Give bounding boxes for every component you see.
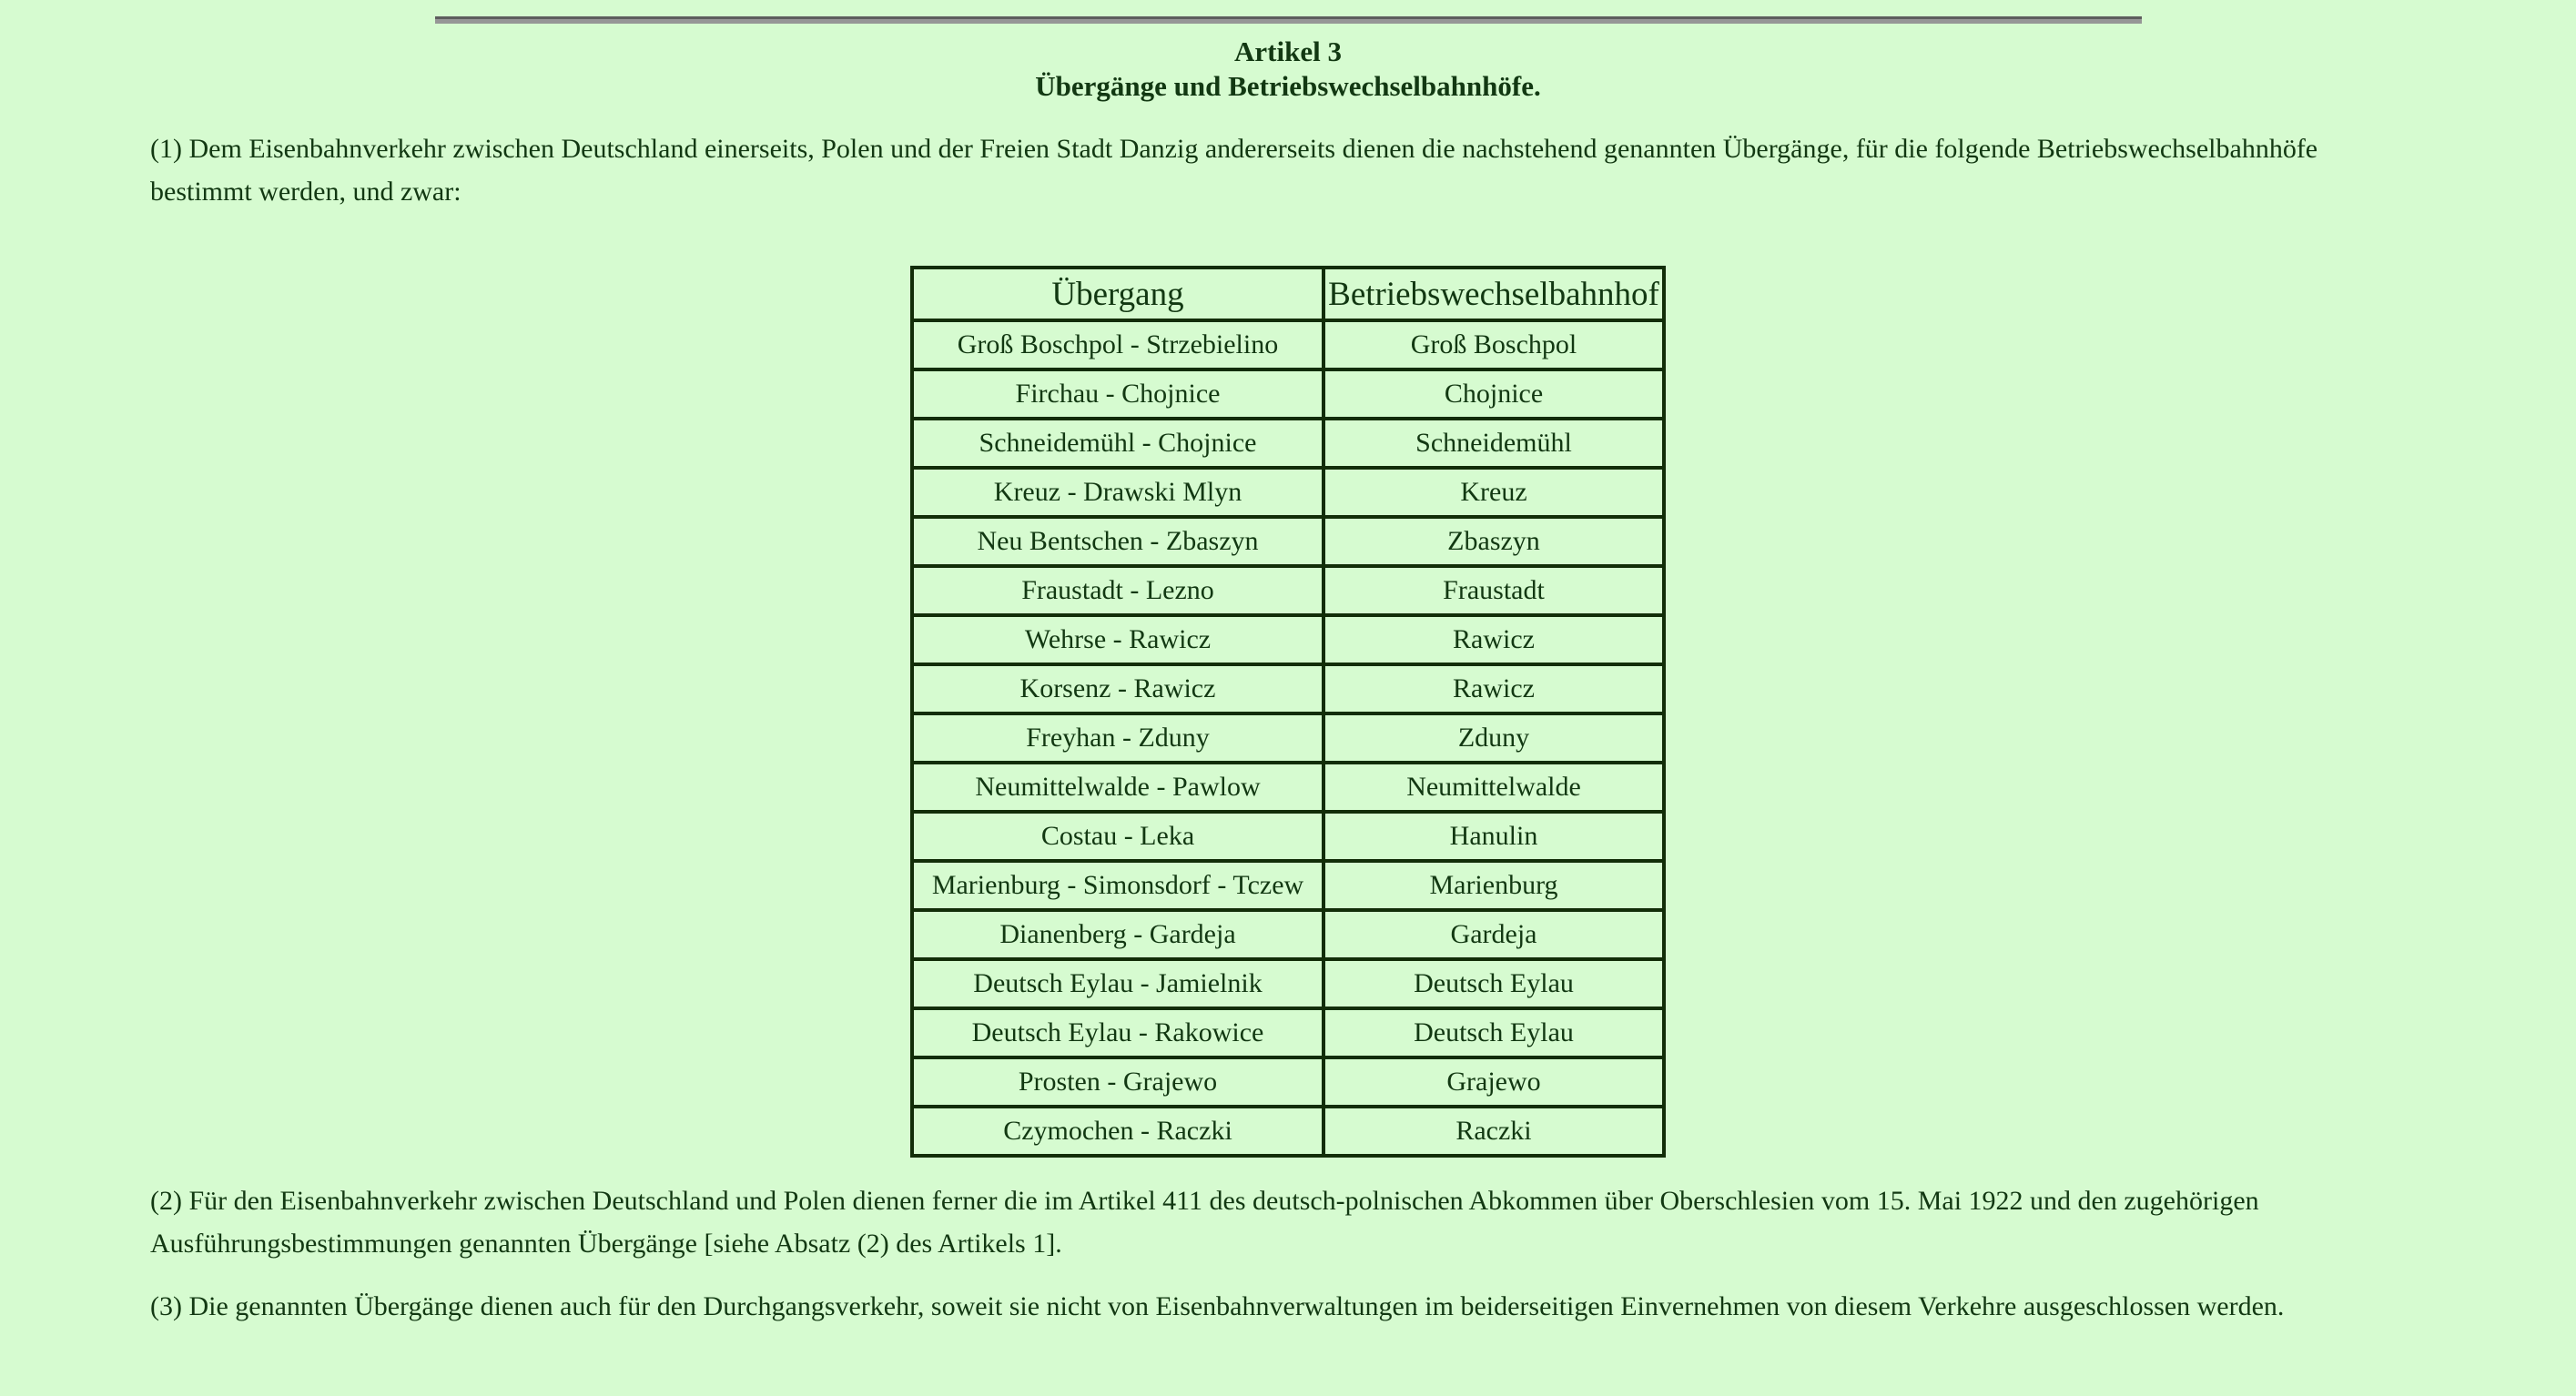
- uebergang-cell: Czymochen - Raczki: [912, 1107, 1323, 1156]
- betriebswechselbahnhof-cell: Rawicz: [1323, 615, 1664, 664]
- betriebswechselbahnhof-cell: Groß Boschpol: [1323, 320, 1664, 369]
- uebergang-cell: Prosten - Grajewo: [912, 1057, 1323, 1107]
- table-row: [912, 959, 1664, 1008]
- page-content: [0, 16, 2576, 1328]
- table-row: [912, 1057, 1664, 1107]
- table-row: [912, 812, 1664, 861]
- betriebswechselbahnhof-cell: Hanulin: [1323, 812, 1664, 861]
- table-row: [912, 1008, 1664, 1057]
- uebergang-cell: Kreuz - Drawski Mlyn: [912, 468, 1323, 517]
- table-row: [912, 1107, 1664, 1156]
- uebergang-cell: Marienburg - Simonsdorf - Tczew: [912, 861, 1323, 910]
- uebergang-cell: Korsenz - Rawicz: [912, 664, 1323, 713]
- uebergang-cell: Costau - Leka: [912, 812, 1323, 861]
- uebergang-cell: Fraustadt - Lezno: [912, 566, 1323, 615]
- paragraph-2: (2) Für den Eisenbahnverkehr zwischen Deutschland und Polen dienen ferner die im Artikel 411 des deutsch-polnischen Abkommen über Oberschlesien vom 15. Mai 1922 und den zugehörigen Ausführungsbestimmungen genannten Übergänge [siehe Absatz (2) des Artikels 1].: [150, 1186, 2259, 1259]
- uebergang-cell: Wehrse - Rawicz: [912, 615, 1323, 664]
- top-horizontal-rule: [435, 16, 2142, 24]
- paragraph-3: (3) Die genannten Übergänge dienen auch für den Durchgangsverkehr, soweit sie nicht von Eisenbahnverwaltungen im beiderseitigen Einvernehmen von diesem Verkehre ausgeschlossen werden.: [150, 1291, 2285, 1321]
- table-row: [912, 369, 1664, 419]
- article-subtitle: Übergänge und Betriebswechselbahnhöfe.: [1035, 70, 1541, 102]
- document-page: [0, 16, 2576, 1396]
- betriebswechselbahnhof-cell: Neumittelwalde: [1323, 763, 1664, 812]
- table-row: [912, 763, 1664, 812]
- betriebswechselbahnhof-cell: Gardeja: [1323, 910, 1664, 959]
- betriebswechselbahnhof-cell: Rawicz: [1323, 664, 1664, 713]
- table-body: [912, 320, 1664, 1156]
- article-heading: [150, 35, 2426, 104]
- betriebswechselbahnhof-cell: Raczki: [1323, 1107, 1664, 1156]
- betriebswechselbahnhof-cell: Chojnice: [1323, 369, 1664, 419]
- uebergang-cell: Dianenberg - Gardeja: [912, 910, 1323, 959]
- uebergang-cell: Firchau - Chojnice: [912, 369, 1323, 419]
- crossings-table: [910, 266, 1666, 1158]
- uebergang-cell: Neumittelwalde - Pawlow: [912, 763, 1323, 812]
- column-header-betriebswechselbahnhof: Betriebswechselbahnhof: [1323, 268, 1664, 320]
- betriebswechselbahnhof-cell: Zbaszyn: [1323, 517, 1664, 566]
- table-row: [912, 566, 1664, 615]
- betriebswechselbahnhof-cell: Zduny: [1323, 713, 1664, 763]
- table-row: [912, 320, 1664, 369]
- paragraph-1: (1) Dem Eisenbahnverkehr zwischen Deutschland einerseits, Polen und der Freien Stadt Danzig andererseits dienen die nachstehend genannten Übergänge, für die folgende Betriebswechselbahnhöfe bestimmt werden, und zwar:: [150, 134, 2318, 207]
- uebergang-cell: Deutsch Eylau - Rakowice: [912, 1008, 1323, 1057]
- uebergang-cell: Deutsch Eylau - Jamielnik: [912, 959, 1323, 1008]
- table-row: [912, 861, 1664, 910]
- uebergang-cell: Neu Bentschen - Zbaszyn: [912, 517, 1323, 566]
- betriebswechselbahnhof-cell: Kreuz: [1323, 468, 1664, 517]
- table-row: [912, 615, 1664, 664]
- betriebswechselbahnhof-cell: Schneidemühl: [1323, 419, 1664, 468]
- table-row: [912, 517, 1664, 566]
- betriebswechselbahnhof-cell: Grajewo: [1323, 1057, 1664, 1107]
- uebergang-cell: Groß Boschpol - Strzebielino: [912, 320, 1323, 369]
- uebergang-cell: Freyhan - Zduny: [912, 713, 1323, 763]
- betriebswechselbahnhof-cell: Marienburg: [1323, 861, 1664, 910]
- table-row: [912, 910, 1664, 959]
- table-row: [912, 664, 1664, 713]
- table-row: [912, 419, 1664, 468]
- uebergang-cell: Schneidemühl - Chojnice: [912, 419, 1323, 468]
- table-row: [912, 468, 1664, 517]
- table-row: [912, 713, 1664, 763]
- betriebswechselbahnhof-cell: Deutsch Eylau: [1323, 1008, 1664, 1057]
- column-header-uebergang: Übergang: [912, 268, 1323, 320]
- betriebswechselbahnhof-cell: Deutsch Eylau: [1323, 959, 1664, 1008]
- betriebswechselbahnhof-cell: Fraustadt: [1323, 566, 1664, 615]
- table-header-row: [912, 268, 1664, 320]
- article-title: Artikel 3: [1234, 35, 1342, 67]
